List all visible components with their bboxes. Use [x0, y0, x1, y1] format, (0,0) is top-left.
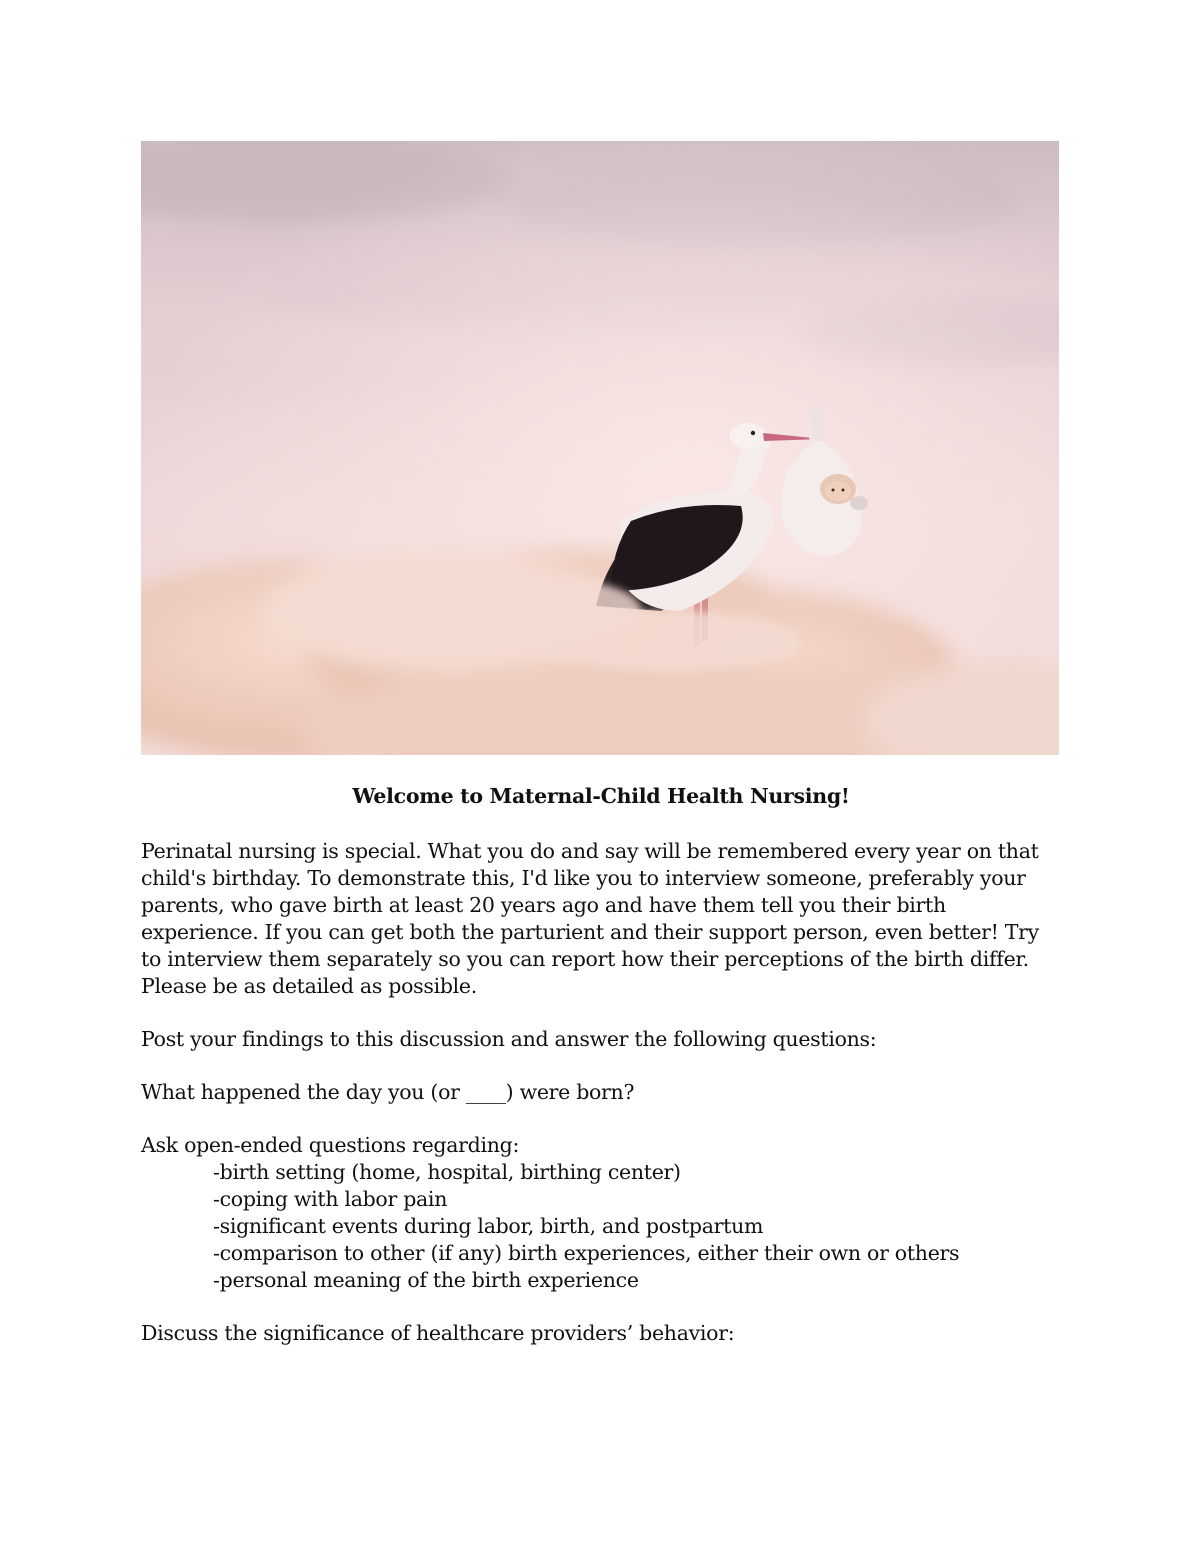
hero-image	[141, 141, 1059, 755]
intro-paragraph: Perinatal nursing is special. What you do and say will be remembered every year on that child's birthday. To demonstrate this, I'd like you to interview someone, preferably your parents, who gave birth at least 20 years ago and have them tell you their birth experience. If you can get both the parturient and their support person, even better! Try to interview them separately so you can report how their perceptions of the birth differ. Please be as detailed as possible.	[141, 839, 1039, 998]
document-title: Welcome to Maternal-Child Health Nursing!	[352, 784, 850, 808]
discuss-heading: Discuss the significance of healthcare providers’ behavior:	[141, 1321, 735, 1345]
document-body	[141, 780, 1061, 1373]
question-born: What happened the day you (or ____) were born?	[141, 1080, 635, 1104]
list-item: -personal meaning of the birth experience	[213, 1268, 639, 1292]
list-item: -comparison to other (if any) birth experiences, either their own or others	[213, 1241, 960, 1265]
ask-section	[141, 1132, 1061, 1294]
ask-list	[141, 1159, 1061, 1294]
post-instruction: Post your findings to this discussion and answer the following questions:	[141, 1027, 877, 1051]
list-item: -significant events during labor, birth, and postpartum	[213, 1214, 764, 1238]
stork-illustration	[141, 141, 1059, 755]
list-item: -birth setting (home, hospital, birthing center)	[213, 1160, 681, 1184]
list-item: -coping with labor pain	[213, 1187, 448, 1211]
ask-heading: Ask open-ended questions regarding:	[141, 1133, 520, 1157]
